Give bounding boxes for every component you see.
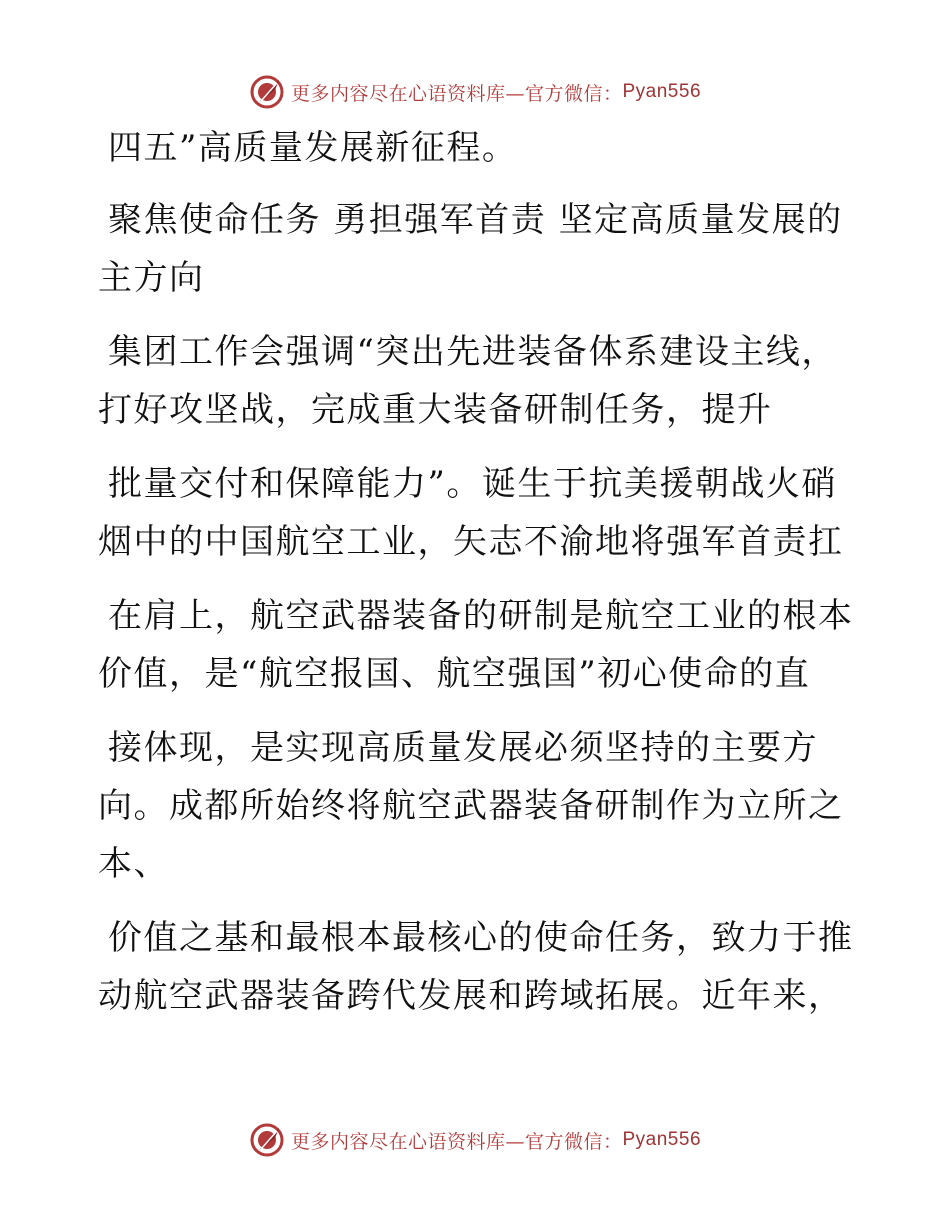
body-line: 价值，是“航空报国、航空强国”初心使命的直: [98, 654, 811, 694]
body-line: 集团工作会强调“突出先进装备体系建设主线，: [108, 332, 837, 372]
body-line: 价值之基和最根本最核心的使命任务，致力于推: [108, 918, 854, 958]
body-line: 在肩上，航空武器装备的研制是航空工业的根本: [108, 596, 854, 636]
quill-pen-logo-icon: [249, 1122, 285, 1158]
body-line: 向。成都所始终将航空武器装备研制作为立所之: [98, 786, 844, 826]
watermark-contact: Pyan556: [622, 81, 702, 102]
body-line: 动航空武器装备跨代发展和跨域拓展。近年来，: [98, 976, 844, 1016]
body-line: 聚焦使命任务 勇担强军首责 坚定高质量发展的: [108, 200, 843, 240]
body-line: 四五”高质量发展新征程。: [108, 128, 518, 168]
body-line: 接体现，是实现高质量发展必须坚持的主要方: [108, 728, 818, 768]
body-line: 批量交付和保障能力”。诞生于抗美援朝战火硝: [108, 464, 837, 504]
watermark-text: 更多内容尽在心语资料库—官方微信：: [290, 1130, 623, 1153]
body-line: 主方向: [98, 258, 205, 298]
body-line: 本、: [98, 844, 169, 884]
footer-watermark: [0, 1120, 950, 1160]
body-line: 烟中的中国航空工业，矢志不渝地将强军首责扛: [98, 522, 844, 562]
watermark-contact: Pyan556: [622, 1129, 702, 1150]
body-line: 打好攻坚战，完成重大装备研制任务，提升: [98, 390, 773, 430]
watermark-text: 更多内容尽在心语资料库—官方微信：: [290, 82, 623, 105]
